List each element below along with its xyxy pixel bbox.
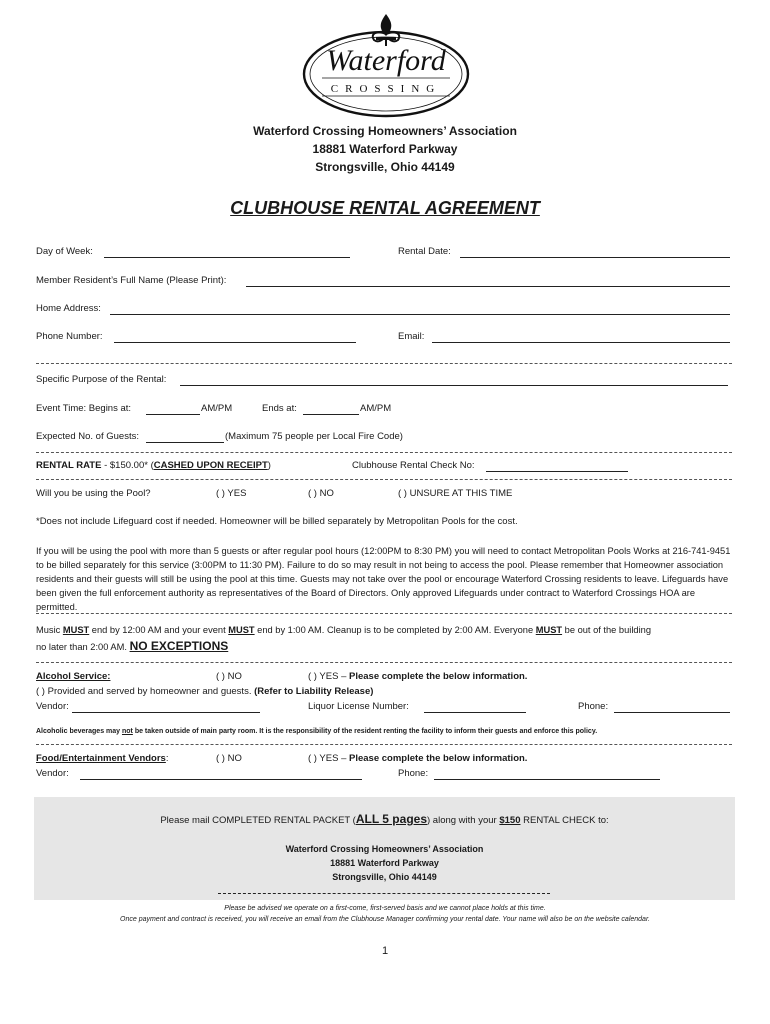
guests-label: Expected No. of Guests: xyxy=(36,431,139,442)
divider xyxy=(218,893,550,894)
alcohol-phone-field[interactable] xyxy=(614,712,730,713)
liquor-license-label: Liquor License Number: xyxy=(308,701,409,712)
food-vendors-label: Food/Entertainment Vendors: xyxy=(36,753,169,764)
day-of-week-field[interactable] xyxy=(104,257,350,258)
pool-no-checkbox[interactable]: ( ) NO xyxy=(308,488,334,499)
divider xyxy=(36,613,732,614)
food-vendor-label: Vendor: xyxy=(36,768,69,779)
phone-label: Phone Number: xyxy=(36,331,103,342)
purpose-label: Specific Purpose of the Rental: xyxy=(36,374,167,385)
rental-rate xyxy=(36,460,271,471)
food-no-checkbox[interactable]: ( ) NO xyxy=(216,753,242,764)
member-name-label: Member Resident’s Full Name (Please Print): xyxy=(36,275,227,286)
check-no-label: Clubhouse Rental Check No: xyxy=(352,460,475,471)
mail-name: Waterford Crossing Homeowners’ Association xyxy=(285,844,484,854)
alcohol-no-checkbox[interactable]: ( ) NO xyxy=(216,671,242,682)
food-phone-field[interactable] xyxy=(434,779,660,780)
ends-at-field[interactable] xyxy=(303,414,359,415)
divider xyxy=(36,662,732,663)
email-field[interactable] xyxy=(432,342,730,343)
pool-unsure-checkbox[interactable]: ( ) UNSURE AT THIS TIME xyxy=(398,488,513,499)
alcohol-service-label: Alcohol Service: xyxy=(36,671,111,682)
day-of-week-label: Day of Week: xyxy=(36,246,93,257)
no-exceptions: NO EXCEPTIONS xyxy=(129,639,229,653)
alcohol-vendor-field[interactable] xyxy=(72,712,260,713)
divider xyxy=(36,452,732,453)
rental-date-label: Rental Date: xyxy=(398,246,451,257)
mail-instructions: Please mail COMPLETED RENTAL PACKET (ALL 5 pages) along with your $150 RENTAL CHECK to: xyxy=(160,812,609,826)
alcohol-phone-label: Phone: xyxy=(578,701,609,712)
svg-text:Waterford: Waterford xyxy=(326,44,446,77)
pool-yes-checkbox[interactable]: ( ) YES xyxy=(216,488,247,499)
check-no-field[interactable] xyxy=(486,471,628,472)
alcohol-provided-checkbox[interactable]: ( ) Provided and served by homeowner and guests. (Refer to Liability Release) xyxy=(36,686,374,697)
lifeguard-note: *Does not include Lifeguard cost if needed. Homeowner will be billed separately by Metropolitan Pools for the cost. xyxy=(36,516,518,527)
alcohol-vendor-label: Vendor: xyxy=(36,701,69,712)
logo-graphic xyxy=(300,10,472,122)
music-paragraph: Music MUST end by 12:00 AM and your event MUST end by 1:00 AM. Cleanup is to be completed by 2:00 AM. Everyone MUST be out of the building no later than 2:00 AM. NO EXCEPTIONS xyxy=(36,625,651,653)
mail-address: 18881 Waterford Parkway xyxy=(330,858,439,868)
phone-field[interactable] xyxy=(114,342,356,343)
rental-date-field[interactable] xyxy=(460,257,730,258)
food-vendor-field[interactable] xyxy=(80,779,362,780)
ends-at-label: Ends at: xyxy=(262,403,297,414)
footer-note-1: Please be advised we operate on a first-come, first-served basis and we cannot place holds at this time. xyxy=(224,905,546,912)
divider xyxy=(36,363,732,364)
document-title: CLUBHOUSE RENTAL AGREEMENT xyxy=(230,198,540,218)
ends-ampm: AM/PM xyxy=(360,403,392,414)
pool-question: Will you be using the Pool? xyxy=(36,488,151,499)
liquor-license-field[interactable] xyxy=(424,712,526,713)
svg-text:CROSSING: CROSSING xyxy=(330,83,442,95)
pool-paragraph: If you will be using the pool with more than 5 guests or after regular pool hours (12:00PM to 8:30 PM) you will need to contact Metropolitan Pools Works at 216-741-9451 to be billed separately for this service (3:00PM to 11:30 PM). Failure to do so may result in not being to access the pool. Please remember that Homeowner association residents and their guests will still be using the pool at this time. Guests may not take over the pool or encourage Waterford Crossing residents to leave. Lifeguards have been given the full enforcement authority as representatives of the Board of Directors. Only approved Lifeguards under contract to Waterford Crossings HOA are permitted. xyxy=(36,546,731,612)
home-address-field[interactable] xyxy=(110,314,730,315)
rental-rate-close: ) xyxy=(267,460,271,471)
guests-note: (Maximum 75 people per Local Fire Code) xyxy=(225,431,403,442)
association-city: Strongsville, Ohio 44149 xyxy=(315,160,455,174)
food-phone-label: Phone: xyxy=(398,768,429,779)
alcohol-note: Alcoholic beverages may not be taken outside of main party room. It is the responsibility of the resident renting the facility to inform their guests and enforce this policy. xyxy=(36,728,598,735)
association-name: Waterford Crossing Homeowners’ Association xyxy=(253,124,517,138)
home-address-label: Home Address: xyxy=(36,303,101,314)
association-address: 18881 Waterford Parkway xyxy=(312,142,458,156)
rental-rate-label: RENTAL RATE xyxy=(36,460,102,471)
mail-city: Strongsville, Ohio 44149 xyxy=(332,872,437,882)
event-begins-label: Event Time: Begins at: xyxy=(36,403,132,414)
guests-field[interactable] xyxy=(146,442,224,443)
rental-rate-amount: - $150.00* ( xyxy=(101,460,154,471)
footer-note-2: Once payment and contract is received, you will receive an email from the Clubhouse Manager confirming your rental date. Your name will also be on the website calendar. xyxy=(120,916,650,923)
member-name-field[interactable] xyxy=(246,286,730,287)
food-yes-checkbox[interactable]: ( ) YES – Please complete the below information. xyxy=(308,753,528,764)
alcohol-yes-checkbox[interactable]: ( ) YES – Please complete the below information. xyxy=(308,671,528,682)
email-label: Email: xyxy=(398,331,425,342)
begins-ampm: AM/PM xyxy=(201,403,233,414)
divider xyxy=(36,744,732,745)
purpose-field[interactable] xyxy=(180,385,728,386)
page-number: 1 xyxy=(381,945,389,957)
waterford-crossing-logo xyxy=(300,10,472,122)
divider xyxy=(36,479,732,480)
begins-at-field[interactable] xyxy=(146,414,200,415)
cashed-upon-receipt: CASHED UPON RECEIPT xyxy=(153,460,268,471)
